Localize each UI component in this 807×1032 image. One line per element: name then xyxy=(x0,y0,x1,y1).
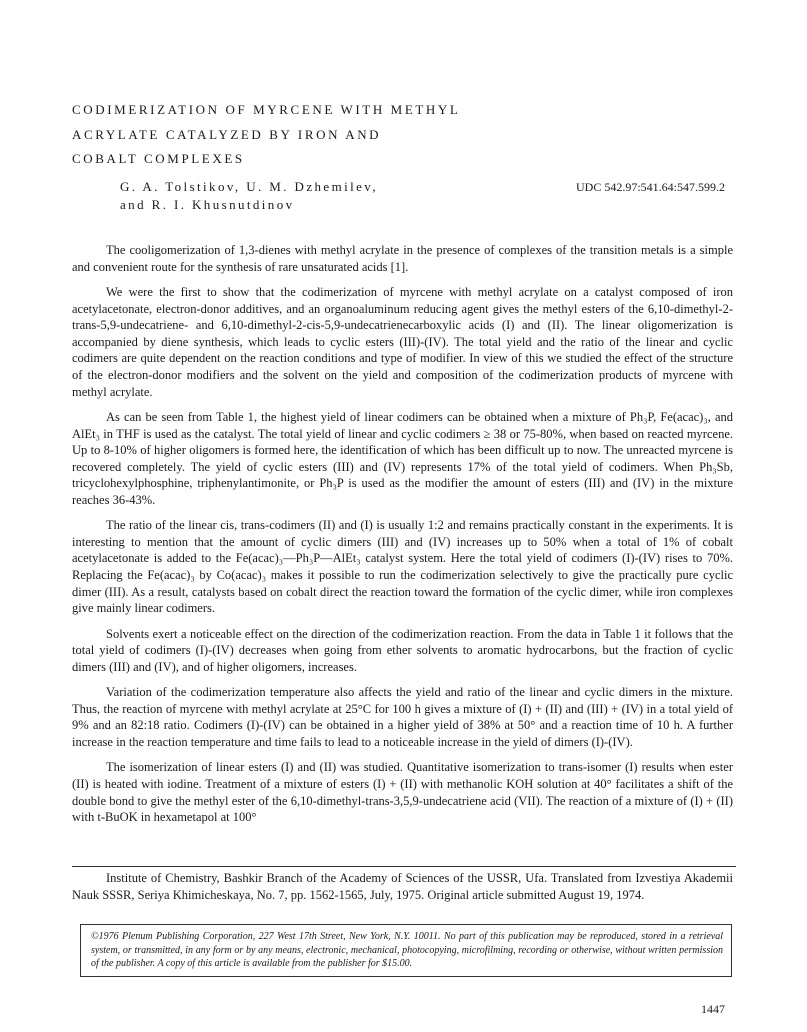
article-title-line: COBALT COMPLEXES xyxy=(72,151,245,166)
author-line: and R. I. Khusnutdinov xyxy=(120,197,295,212)
body-paragraph: Variation of the codimerization temperature also affects the yield and ratio of the linear and cyclic dimers in the mixture. Thus, the reaction of myrcene with methyl acrylate at 25°C for 100 h gives a mixture of (I) + (II) and (III) + (IV) in a total yield of 9% and an 82:18 ratio. Codimers (I)-(IV) can be obtained in a higher yield of 38% at 50° and a reaction time of 10 h. A further increase in the reaction temperature and time fails to lead to a noticeable increase in the yield of dimers (I)-(IV). xyxy=(72,685,733,750)
article-title-line: CODIMERIZATION OF MYRCENE WITH METHYL xyxy=(72,102,461,117)
body-paragraph: As can be seen from Table 1, the highest yield of linear codimers can be obtained when a mixture of Ph₃P, Fe(acac)₃, and AlEt₃ in THF is used as the catalyst. The total yield of linear and cyclic codimers ≥ 38 or 75-80%, when based on reacted myrcene. Up to 8-10% of higher oligomers is formed here, the identification of which has been difficult up to now. The unreacted myrcene is recovered completely. The yield of cyclic esters (III) and (IV) represents 17% of the total yield of codimers. When Ph₃Sb, tricyclohexylphosphine, triphenylantimonite, or Ph₃P is used as the modifier the amount of esters (III) and (IV) in the mixture reaches 36-43%. xyxy=(72,409,733,507)
body-paragraph: The isomerization of linear esters (I) and (II) was studied. Quantitative isomerization to trans-isomer (I) results when ester (II) is heated with iodine. Treatment of a mixture of esters (I) + (II) with methanolic KOH solution at 40° facilitates a shift of the double bond to give the methyl ester of the 6,10-dimethyl-trans-3,5,9-undecatriene acid (VII). The reaction of a mixture of (I) + (II) with t-BuOK in hexametapol at 100° xyxy=(72,760,733,825)
copyright-notice: ©1976 Plenum Publishing Corporation, 227 West 17th Street, New York, N.Y. 10011. No part of this publication may be reproduced, stored in a retrieval system, or transmitted, in any form or by any means, electronic, mechanical, photocopying, microfilming, recording or otherwise, without written permission of the publisher. A copy of this article is available from the publisher for $15.00. xyxy=(80,924,732,977)
udc-code: UDC 542.97:541.64:547.599.2 xyxy=(575,180,725,194)
body-paragraph: We were the first to show that the codimerization of myrcene with methyl acrylate on a catalyst composed of iron acetylacetonate, electron-donor additives, and an organoaluminum reducing agent gives the methyl esters of the 6,10-dimethyl-2-trans-5,9-undecatriene- and 6,10-dimethyl-2-cis-5,9-undecatrienecarboxylic acids (I) and (II). The linear oligomerization is accompanied by diene synthesis, which leads to cyclic esters (III)-(IV). The total yield and the ratio of the linear and cyclic codimers are quite dependent on the reaction conditions and type of modifier. In view of this we studied the effect of the structure of the electron-donor modifiers and the solvent on the yield and composition of the codimerization products of myrcene with methyl acrylate. xyxy=(72,284,733,399)
footnote-divider xyxy=(72,866,736,867)
article-body xyxy=(72,242,733,835)
author-list xyxy=(120,178,480,214)
article-title-line: ACRYLATE CATALYZED BY IRON AND xyxy=(72,126,382,142)
body-paragraph: The cooligomerization of 1,3-dienes with methyl acrylate in the presence of complexes of the transition metals is a simple and convenient route for the synthesis of rare unsaturated acids [1]. xyxy=(72,243,733,274)
affiliation-note: Institute of Chemistry, Bashkir Branch of the Academy of Sciences of the USSR, Ufa. Translated from Izvestiya Akademii Nauk SSSR, Seriya Khimicheskaya, No. 7, pp. 1562-1565, July, 1975. Original article submitted August 19, 1974. xyxy=(72,871,733,902)
body-paragraph: Solvents exert a noticeable effect on the direction of the codimerization reaction. From the data in Table 1 it follows that the total yield of codimers (I)-(IV) decreases when going from ether solvents to aromatic hydrocarbons, but the fraction of cyclic dimers (III) and (IV), and of higher oligomers, increases. xyxy=(72,626,733,674)
page-number: 1447 xyxy=(701,1002,725,1016)
body-paragraph: The ratio of the linear cis, trans-codimers (II) and (I) is usually 1:2 and remains practically constant in the experiments. It is interesting to mention that the amount of cyclic dimers (III) and (IV) increases up to 50% when a total of 1% of cobalt acetylacetonate is added to the Fe(acac)₃—Ph₃P—AlEt₃ catalyst system. Here the total yield of codimers (I)-(IV) rises to 70%. Replacing the Fe(acac)₃ by Co(acac)₃ makes it possible to run the codimerization selectively to give the practically pure cyclic dimer (III). As a result, catalysts based on cobalt direct the reaction toward the formation of the cyclic dimer, while iron complexes give mainly linear codimers. xyxy=(72,518,733,616)
author-line: G. A. Tolstikov, U. M. Dzhemilev, xyxy=(120,179,378,194)
article-title xyxy=(72,98,592,172)
